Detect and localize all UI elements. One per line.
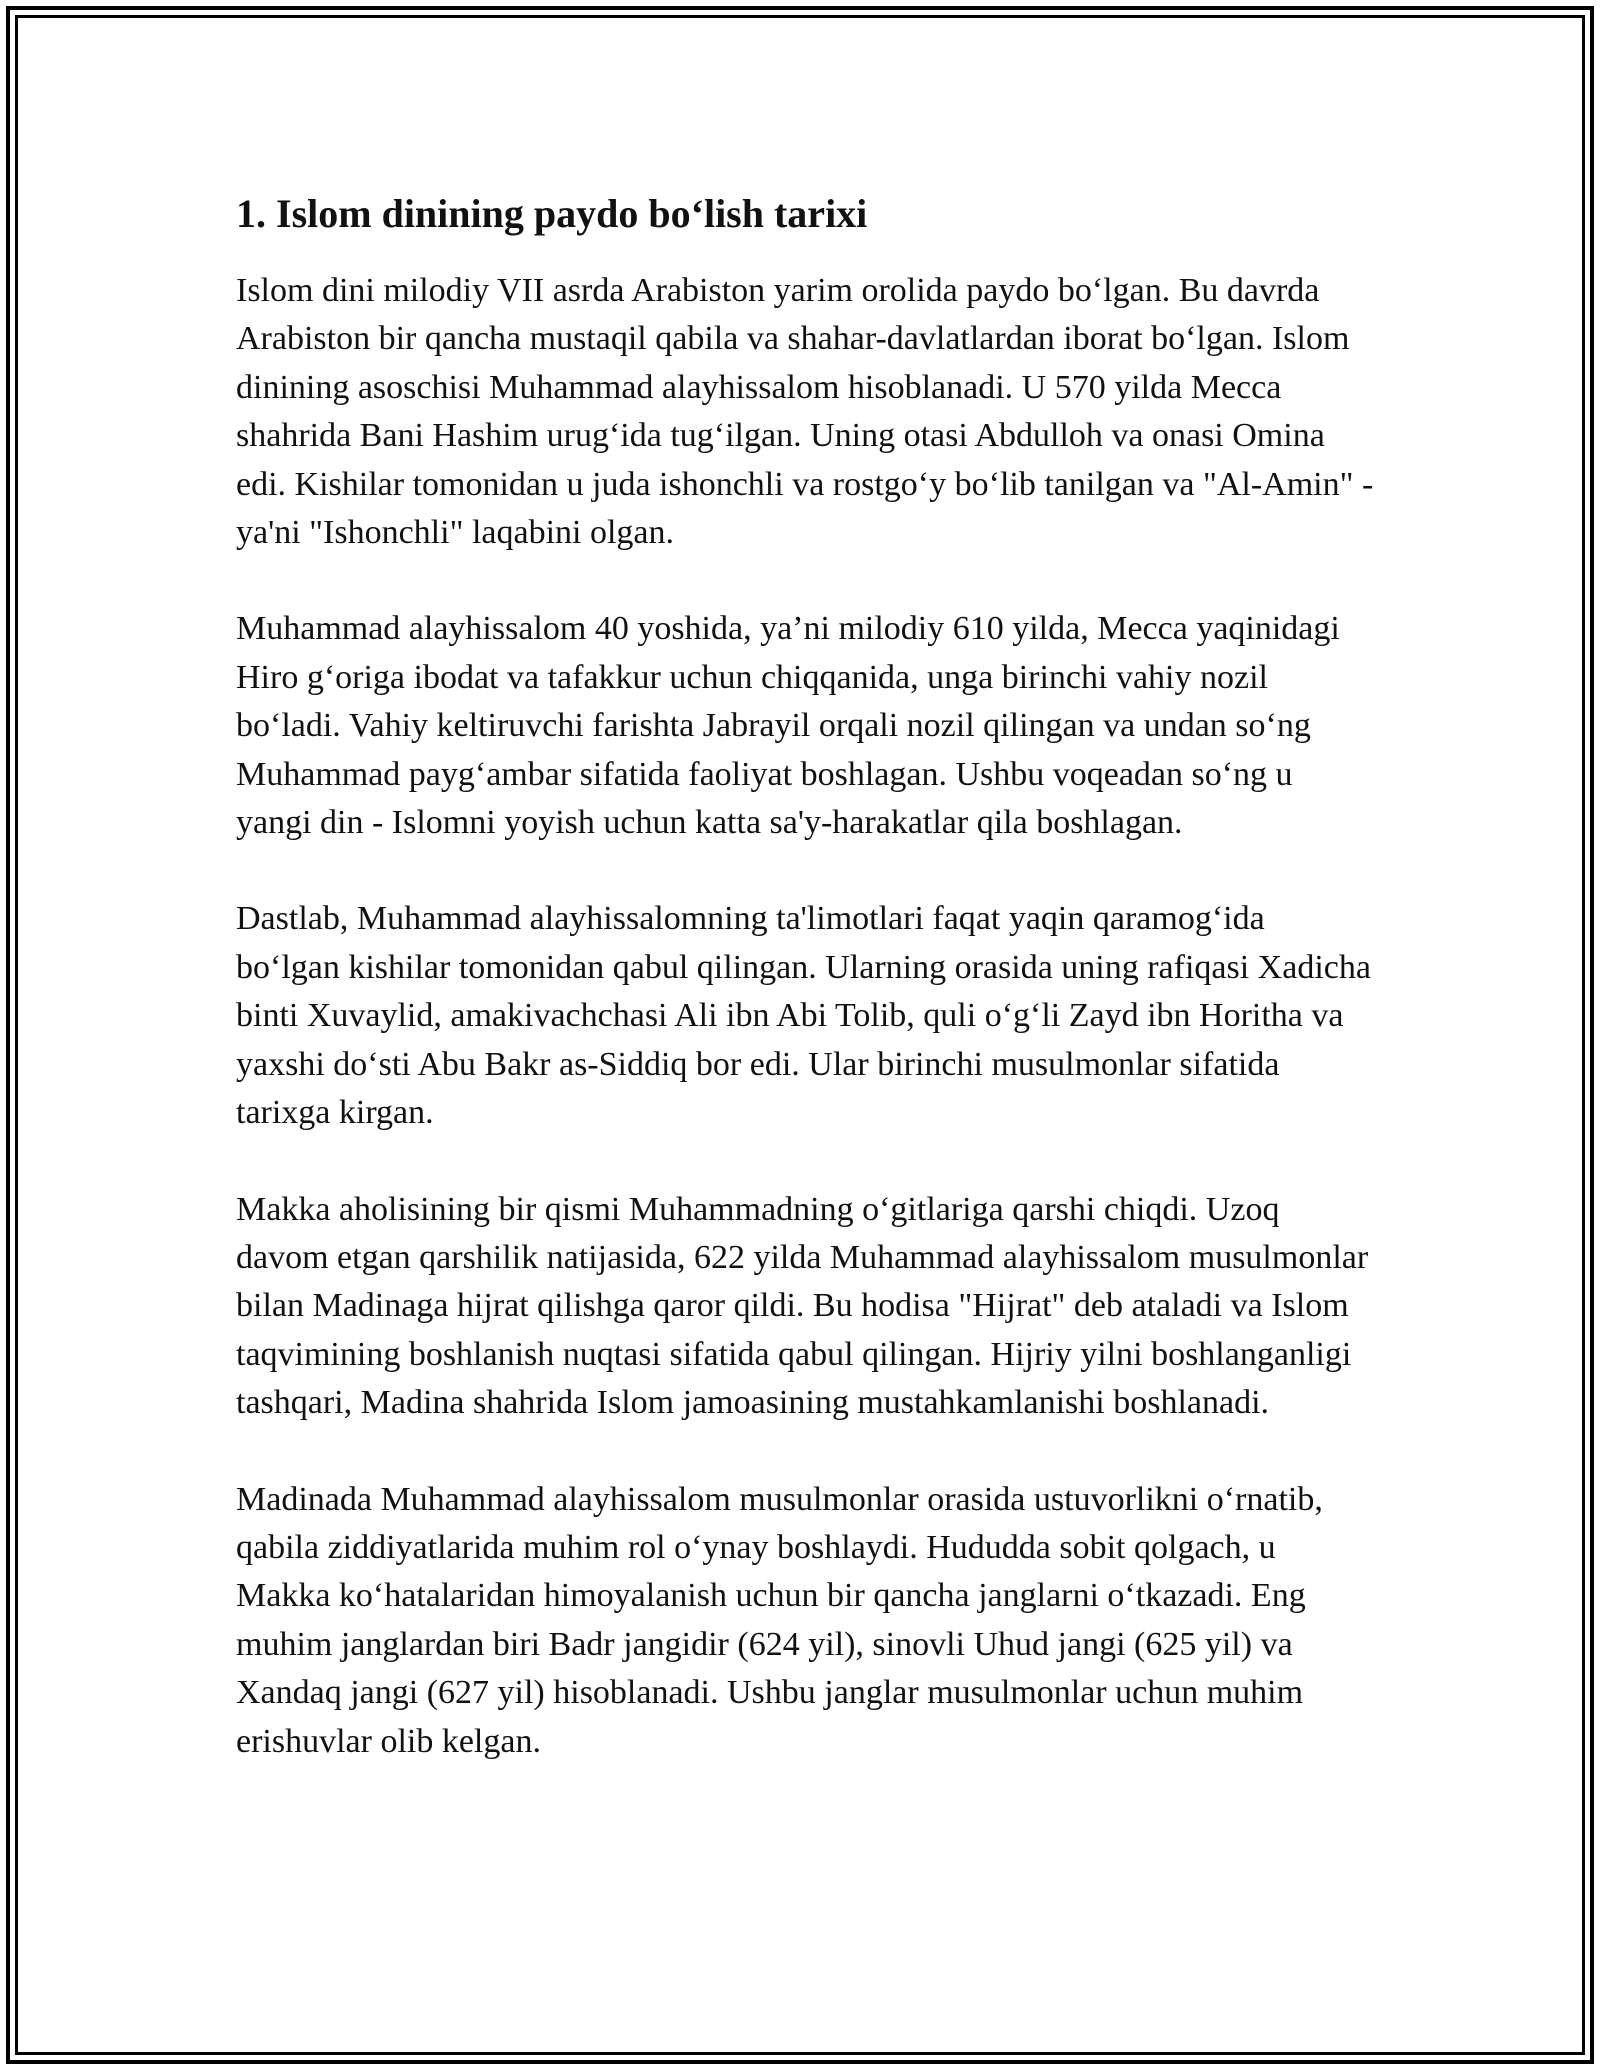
paragraph-hijrat: Makka aholisining bir qismi Muhammadning o‘gitlariga qarshi chiqdi. Uzoq davom etgan qarshilik natijasida, 622 yilda Muhammad alayhissalom musulmonlar bilan Madinaga hijrat qilishga qaror qildi. Bu hodisa "Hijrat" deb ataladi va Islom taqvimining boshlanish nuqtasi sifatida qabul qilingan. Hijriy yilni boshlanganligi tashqari, Madina shahrida Islom jamoasining mustahkamlanishi boshlanadi. [236, 1190, 1369, 1422]
section-heading: 1. Islom dinining paydo bo‘lish tarixi [236, 191, 868, 236]
paragraph-madina-battles: Madinada Muhammad alayhissalom musulmonlar orasida ustuvorlikni o‘rnatib, qabila ziddiyatlarida muhim rol o‘ynay boshlaydi. Hududda sobit qolgach, u Makka ko‘hatalaridan himoyalanish uchun bir qancha janglarni o‘tkazadi. Eng muhim janglardan biri Badr jangidir (624 yil), sinovli Uhud jangi (625 yil) va Xandaq jangi (627 yil) hisoblanadi. Ushbu janglar musulmonlar uchun muhim erishuvlar olib kelgan. [236, 1480, 1323, 1760]
paragraph-first-muslims: Dastlab, Muhammad alayhissalomning ta'limotlari faqat yaqin qaramog‘ida bo‘lgan kishilar tomonidan qabul qilingan. Ularning orasida uning rafiqasi Xadicha binti Xuvaylid, amakivachchasi Ali ibn Abi Tolib, quli o‘g‘li Zayd ibn Horitha va yaxshi do‘sti Abu Bakr as-Siddiq bor edi. Ular birinchi musulmonlar sifatida tarixga kirgan. [236, 900, 1371, 1132]
document-body [236, 185, 1376, 1766]
paragraph-origins: Islom dini milodiy VII asrda Arabiston yarim orolida paydo bo‘lgan. Bu davrda Arabiston bir qancha mustaqil qabila va shahar-davlatlardan iborat bo‘lgan. Islom dinining asoschisi Muhammad alayhissalom hisoblanadi. U 570 yilda Mecca shahrida Bani Hashim urug‘ida tug‘ilgan. Uning otasi Abdulloh va onasi Omina edi. Kishilar tomonidan u juda ishonchli va rostgo‘y bo‘lib tanilgan va "Al-Amin" - ya'ni "Ishonchli" laqabini olgan. [236, 272, 1374, 552]
paragraph-first-revelation: Muhammad alayhissalom 40 yoshida, ya’ni milodiy 610 yilda, Mecca yaqinidagi Hiro g‘origa ibodat va tafakkur uchun chiqqanida, unga birinchi vahiy nozil bo‘ladi. Vahiy keltiruvchi farishta Jabrayil orqali nozil qilingan va undan so‘ng Muhammad payg‘ambar sifatida faoliyat boshlagan. Ushbu voqeadan so‘ng u yangi din - Islomni yoyish uchun katta sa'y-harakatlar qila boshlagan. [236, 610, 1340, 842]
